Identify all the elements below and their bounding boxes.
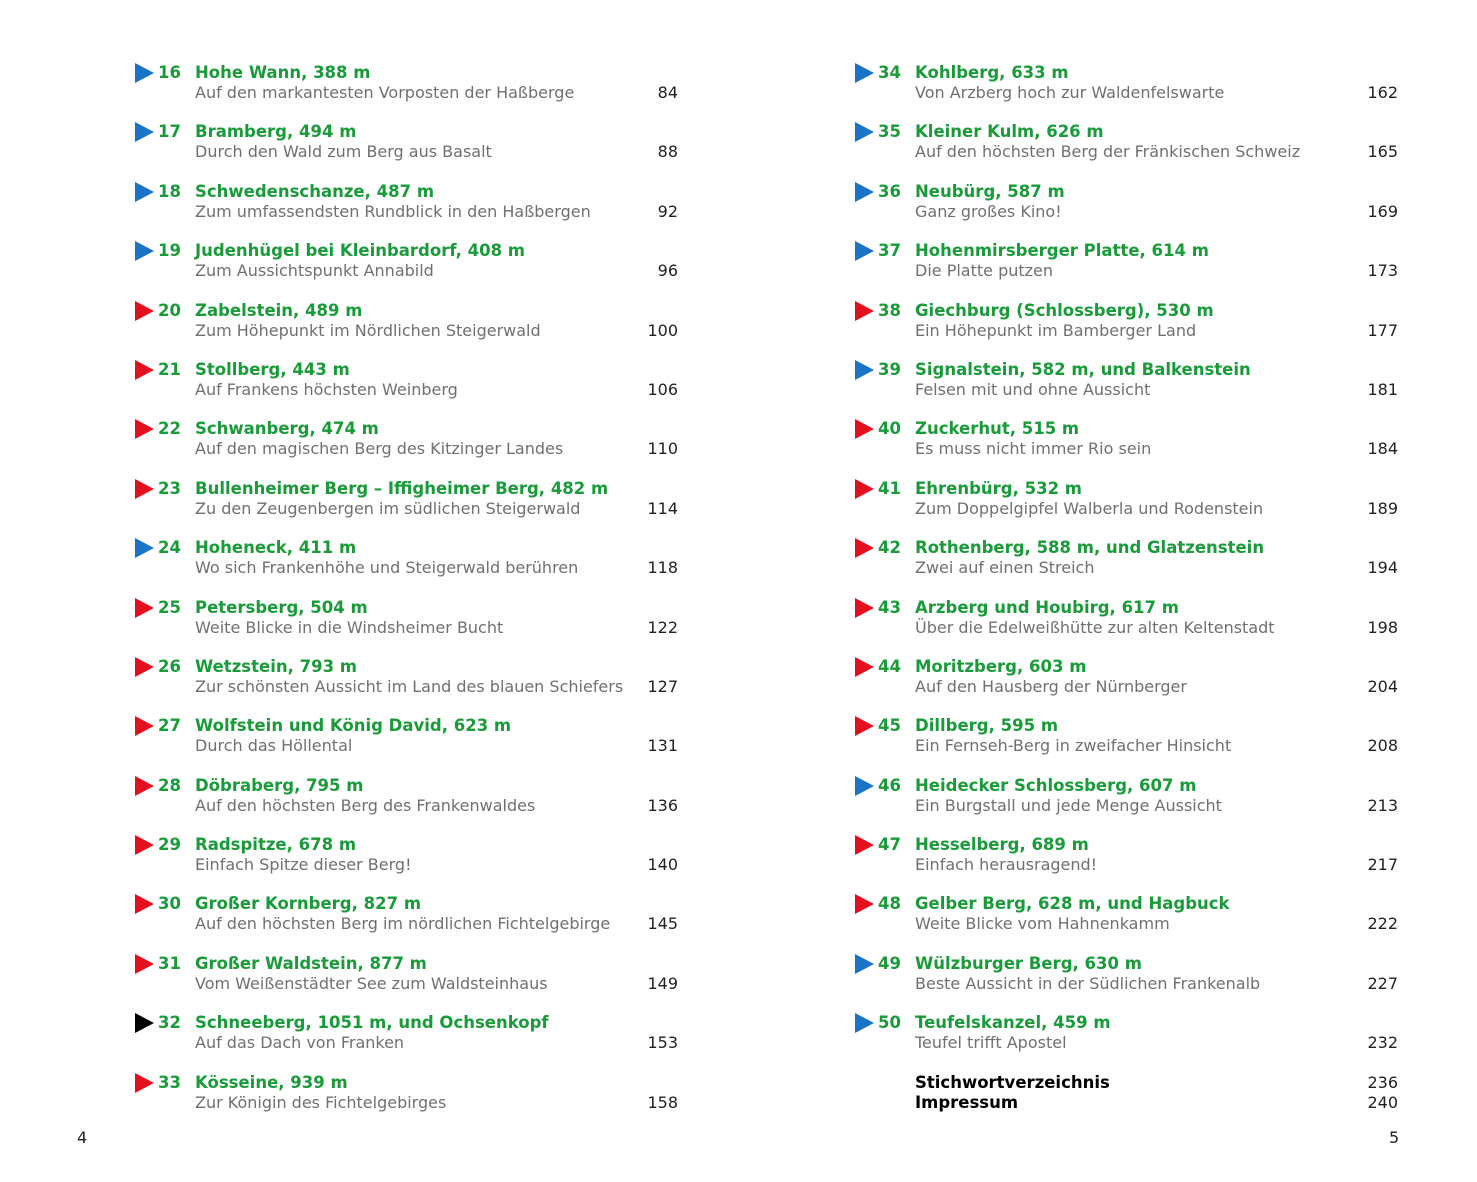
page-number-right: 5 (1389, 1128, 1400, 1147)
tour-title: Petersberg, 504 m (195, 597, 368, 617)
toc-entry[interactable] (134, 535, 682, 594)
tour-subtitle: Ganz großes Kino! (915, 201, 1062, 221)
tour-subtitle: Wo sich Frankenhöhe und Steigerwald berühren (195, 558, 579, 578)
toc-entry[interactable] (854, 773, 1402, 832)
tour-subtitle: Auf den höchsten Berg des Frankenwaldes (195, 795, 536, 815)
index-entry[interactable]: Stichwortverzeichnis (915, 1072, 1110, 1092)
page-reference: 122 (647, 617, 678, 637)
tour-title: Signalstein, 582 m, und Balkenstein (915, 359, 1251, 379)
red-triangle-icon (135, 657, 154, 677)
page-reference: 100 (647, 320, 678, 340)
tour-subtitle: Weite Blicke in die Windsheimer Bucht (195, 617, 504, 637)
tour-subtitle: Zum umfassendsten Rundblick in den Haßbergen (195, 201, 591, 221)
tour-subtitle: Zu den Zeugenbergen im südlichen Steigerwald (195, 498, 581, 518)
tour-subtitle: Felsen mit und ohne Aussicht (915, 379, 1151, 399)
tour-title: Rothenberg, 588 m, und Glatzenstein (915, 538, 1265, 558)
red-triangle-icon (135, 716, 154, 736)
blue-triangle-icon (855, 1013, 874, 1033)
page-reference: 184 (1367, 439, 1398, 459)
page-reference: 236 (1367, 1072, 1398, 1092)
tour-title: Zabelstein, 489 m (195, 300, 363, 320)
toc-entry[interactable] (854, 60, 1402, 119)
page-reference: 145 (647, 914, 678, 934)
tour-number: 30 (158, 894, 181, 914)
tour-number: 44 (878, 656, 901, 676)
tour-number: 37 (878, 241, 901, 261)
tour-subtitle: Es muss nicht immer Rio sein (915, 439, 1152, 459)
tour-title: Schwedenschanze, 487 m (195, 181, 435, 201)
tour-number: 22 (158, 419, 181, 439)
tour-title: Wolfstein und König David, 623 m (195, 716, 512, 736)
page-reference: 131 (647, 736, 678, 756)
blue-triangle-icon (855, 360, 874, 380)
tour-number: 41 (878, 478, 901, 498)
red-triangle-icon (855, 419, 874, 439)
toc-entry[interactable] (134, 654, 682, 713)
tour-subtitle: Durch das Höllental (195, 736, 353, 756)
toc-entry[interactable] (134, 713, 682, 772)
page-reference: 189 (1367, 498, 1398, 518)
red-triangle-icon (855, 657, 874, 677)
tour-number: 16 (158, 63, 181, 82)
page-reference: 84 (657, 83, 678, 102)
red-triangle-icon (135, 954, 154, 974)
tour-subtitle: Auf den Hausberg der Nürnberger (915, 676, 1187, 696)
tour-title: Wetzstein, 793 m (195, 656, 357, 676)
tour-number: 50 (878, 1013, 901, 1033)
tour-number: 20 (158, 300, 181, 320)
tour-number: 39 (878, 359, 901, 379)
tour-subtitle: Durch den Wald zum Berg aus Basalt (195, 142, 492, 162)
page-reference: 127 (647, 676, 678, 696)
toc-entry[interactable] (134, 119, 682, 178)
tour-subtitle: Teufel trifft Apostel (915, 1033, 1067, 1053)
tour-title: Hohenmirsberger Platte, 614 m (915, 241, 1209, 261)
page-reference: 177 (1367, 320, 1398, 340)
tour-title: Hoheneck, 411 m (195, 538, 357, 558)
page-reference: 153 (647, 1033, 678, 1053)
tour-subtitle: Beste Aussicht in der Südlichen Frankenalb (915, 973, 1261, 993)
page-reference: 88 (657, 142, 678, 162)
tour-title: Stollberg, 443 m (195, 359, 350, 379)
tour-subtitle: Zum Höhepunkt im Nördlichen Steigerwald (195, 320, 541, 340)
page-reference: 169 (1367, 201, 1398, 221)
imprint-entry[interactable]: Impressum (915, 1092, 1019, 1112)
page-reference: 106 (647, 379, 678, 399)
red-triangle-icon (855, 301, 874, 321)
blue-triangle-icon (135, 122, 154, 142)
red-triangle-icon (855, 835, 874, 855)
blue-triangle-icon (135, 63, 154, 83)
tour-subtitle: Zum Doppelgipfel Walberla und Rodenstein (915, 498, 1264, 518)
tour-title: Zuckerhut, 515 m (915, 419, 1080, 439)
toc-entry[interactable] (134, 1010, 682, 1069)
toc-entry[interactable] (854, 713, 1402, 772)
toc-entry[interactable] (854, 1010, 1402, 1069)
tour-subtitle: Ein Fernseh-Berg in zweifacher Hinsicht (915, 736, 1232, 756)
tour-title: Schwanberg, 474 m (195, 419, 379, 439)
tour-title: Gelber Berg, 628 m, und Hagbuck (915, 894, 1230, 914)
page-reference: 198 (1367, 617, 1398, 637)
red-triangle-icon (855, 479, 874, 499)
tour-number: 17 (158, 122, 181, 142)
red-triangle-icon (135, 894, 154, 914)
tour-subtitle: Einfach herausragend! (915, 855, 1098, 875)
toc-entry[interactable] (134, 179, 682, 238)
tour-number: 29 (158, 835, 181, 855)
page-reference: 181 (1367, 379, 1398, 399)
toc-entry[interactable] (854, 951, 1402, 1010)
tour-number: 45 (878, 716, 901, 736)
page-reference: 222 (1367, 914, 1398, 934)
red-triangle-icon (135, 419, 154, 439)
page-reference: 240 (1367, 1092, 1398, 1112)
tour-number: 40 (878, 419, 901, 439)
tour-title: Bramberg, 494 m (195, 122, 357, 142)
tour-number: 33 (158, 1072, 181, 1092)
toc-entry[interactable] (854, 298, 1402, 357)
tour-title: Hohe Wann, 388 m (195, 63, 371, 82)
tour-title: Hesselberg, 689 m (915, 835, 1089, 855)
toc-right-column (854, 60, 1402, 1129)
tour-number: 31 (158, 953, 181, 973)
page-reference: 232 (1367, 1033, 1398, 1053)
page-reference: 217 (1367, 855, 1398, 875)
toc-entry[interactable] (854, 357, 1402, 416)
toc-entry[interactable] (134, 357, 682, 416)
tour-subtitle: Zwei auf einen Streich (915, 558, 1095, 578)
tour-number: 25 (158, 597, 181, 617)
tour-title: Kleiner Kulm, 626 m (915, 122, 1104, 142)
page-reference: 194 (1367, 558, 1398, 578)
red-triangle-icon (855, 716, 874, 736)
tour-number: 24 (158, 538, 181, 558)
tour-number: 19 (158, 241, 181, 261)
toc-left-column (134, 60, 682, 1129)
page-reference: 92 (657, 201, 678, 221)
tour-title: Teufelskanzel, 459 m (915, 1013, 1111, 1033)
tour-number: 43 (878, 597, 901, 617)
page-reference: 110 (647, 439, 678, 459)
tour-title: Kohlberg, 633 m (915, 63, 1069, 82)
toc-entry[interactable] (854, 416, 1402, 475)
page-reference: 118 (647, 558, 678, 578)
black-triangle-icon (135, 1013, 154, 1033)
tour-subtitle: Auf Frankens höchsten Weinberg (195, 379, 458, 399)
tour-subtitle: Auf das Dach von Franken (195, 1033, 405, 1053)
tour-number: 42 (878, 538, 901, 558)
tour-number: 35 (878, 122, 901, 142)
tour-subtitle: Zur schönsten Aussicht im Land des blauen Schiefers (195, 676, 624, 696)
blue-triangle-icon (855, 241, 874, 261)
tour-subtitle: Weite Blicke vom Hahnenkamm (915, 914, 1170, 934)
tour-number: 47 (878, 835, 901, 855)
tour-subtitle: Auf den magischen Berg des Kitzinger Landes (195, 439, 564, 459)
blue-triangle-icon (855, 63, 874, 83)
tour-subtitle: Ein Burgstall und jede Menge Aussicht (915, 795, 1222, 815)
tour-number: 38 (878, 300, 901, 320)
tour-number: 32 (158, 1013, 181, 1033)
tour-number: 21 (158, 359, 181, 379)
blue-triangle-icon (135, 241, 154, 261)
tour-subtitle: Über die Edelweißhütte zur alten Keltenstadt (915, 617, 1275, 637)
toc-entry[interactable] (134, 595, 682, 654)
tour-title: Dillberg, 595 m (915, 716, 1059, 736)
blue-triangle-icon (855, 776, 874, 796)
red-triangle-icon (855, 598, 874, 618)
toc-entry[interactable] (854, 595, 1402, 654)
tour-number: 46 (878, 775, 901, 795)
toc-entry[interactable] (134, 298, 682, 357)
toc-entry[interactable] (854, 476, 1402, 535)
toc-entry[interactable] (134, 416, 682, 475)
tour-subtitle: Zur Königin des Fichtelgebirges (195, 1092, 447, 1112)
toc-entry[interactable] (854, 535, 1402, 594)
tour-number: 48 (878, 894, 901, 914)
red-triangle-icon (135, 1073, 154, 1093)
tour-title: Schneeberg, 1051 m, und Ochsenkopf (195, 1013, 549, 1033)
tour-title: Kösseine, 939 m (195, 1072, 348, 1092)
toc-entry[interactable] (854, 119, 1402, 178)
red-triangle-icon (855, 894, 874, 914)
tour-title: Bullenheimer Berg – Iffigheimer Berg, 482 m (195, 478, 609, 498)
toc-entry[interactable] (854, 179, 1402, 238)
tour-title: Radspitze, 678 m (195, 835, 357, 855)
tour-subtitle: Vom Weißenstädter See zum Waldsteinhaus (195, 973, 548, 993)
blue-triangle-icon (855, 954, 874, 974)
blue-triangle-icon (135, 182, 154, 202)
red-triangle-icon (135, 598, 154, 618)
toc-entry[interactable] (134, 476, 682, 535)
tour-title: Wülzburger Berg, 630 m (915, 953, 1142, 973)
blue-triangle-icon (135, 538, 154, 558)
tour-title: Arzberg und Houbirg, 617 m (915, 597, 1179, 617)
tour-subtitle: Auf den markantesten Vorposten der Haßberge (195, 83, 575, 102)
tour-subtitle: Zum Aussichtspunkt Annabild (195, 261, 434, 281)
tour-title: Moritzberg, 603 m (915, 656, 1087, 676)
page-reference: 136 (647, 795, 678, 815)
page-reference: 208 (1367, 736, 1398, 756)
red-triangle-icon (855, 538, 874, 558)
toc-entry[interactable] (134, 1070, 682, 1129)
tour-subtitle: Die Platte putzen (915, 261, 1054, 281)
toc-entry[interactable] (134, 238, 682, 297)
toc-entry[interactable] (134, 773, 682, 832)
tour-subtitle: Von Arzberg hoch zur Waldenfelswarte (915, 83, 1225, 102)
red-triangle-icon (135, 301, 154, 321)
toc-entry[interactable] (854, 238, 1402, 297)
tour-number: 36 (878, 181, 901, 201)
page-reference: 162 (1367, 83, 1398, 102)
red-triangle-icon (135, 776, 154, 796)
tour-title: Großer Kornberg, 827 m (195, 894, 422, 914)
tour-title: Heidecker Schlossberg, 607 m (915, 775, 1197, 795)
page-reference: 140 (647, 855, 678, 875)
page-reference: 204 (1367, 676, 1398, 696)
page-reference: 213 (1367, 795, 1398, 815)
tour-number: 23 (158, 478, 181, 498)
tour-number: 26 (158, 656, 181, 676)
page-reference: 149 (647, 973, 678, 993)
tour-title: Giechburg (Schlossberg), 530 m (915, 300, 1214, 320)
tour-number: 28 (158, 775, 181, 795)
tour-title: Neubürg, 587 m (915, 181, 1065, 201)
toc-entry[interactable] (134, 60, 682, 119)
red-triangle-icon (135, 479, 154, 499)
toc-entry[interactable] (854, 832, 1402, 891)
tour-number: 49 (878, 953, 901, 973)
tour-subtitle: Ein Höhepunkt im Bamberger Land (915, 320, 1197, 340)
page-reference: 173 (1367, 261, 1398, 281)
page-reference: 114 (647, 498, 678, 518)
red-triangle-icon (135, 835, 154, 855)
toc-entry[interactable] (854, 891, 1402, 950)
red-triangle-icon (135, 360, 154, 380)
page-reference: 96 (657, 261, 678, 281)
page-number-left: 4 (77, 1128, 88, 1147)
tour-subtitle: Auf den höchsten Berg der Fränkischen Schweiz (915, 142, 1301, 162)
tour-number: 27 (158, 716, 181, 736)
tour-title: Großer Waldstein, 877 m (195, 953, 427, 973)
toc-entry[interactable] (854, 654, 1402, 713)
tour-title: Ehrenbürg, 532 m (915, 478, 1082, 498)
page-reference: 165 (1367, 142, 1398, 162)
blue-triangle-icon (855, 182, 874, 202)
tour-title: Döbraberg, 795 m (195, 775, 364, 795)
page-reference: 158 (647, 1092, 678, 1112)
tour-number: 34 (878, 63, 901, 82)
tour-subtitle: Auf den höchsten Berg im nördlichen Fichtelgebirge (195, 914, 611, 934)
tour-number: 18 (158, 181, 181, 201)
toc-entry[interactable] (134, 832, 682, 891)
toc-entry[interactable] (134, 951, 682, 1010)
appendix-block (854, 1070, 1402, 1129)
tour-title: Judenhügel bei Kleinbardorf, 408 m (195, 241, 525, 261)
toc-entry[interactable] (134, 891, 682, 950)
tour-subtitle: Einfach Spitze dieser Berg! (195, 855, 412, 875)
blue-triangle-icon (855, 122, 874, 142)
page-reference: 227 (1367, 973, 1398, 993)
